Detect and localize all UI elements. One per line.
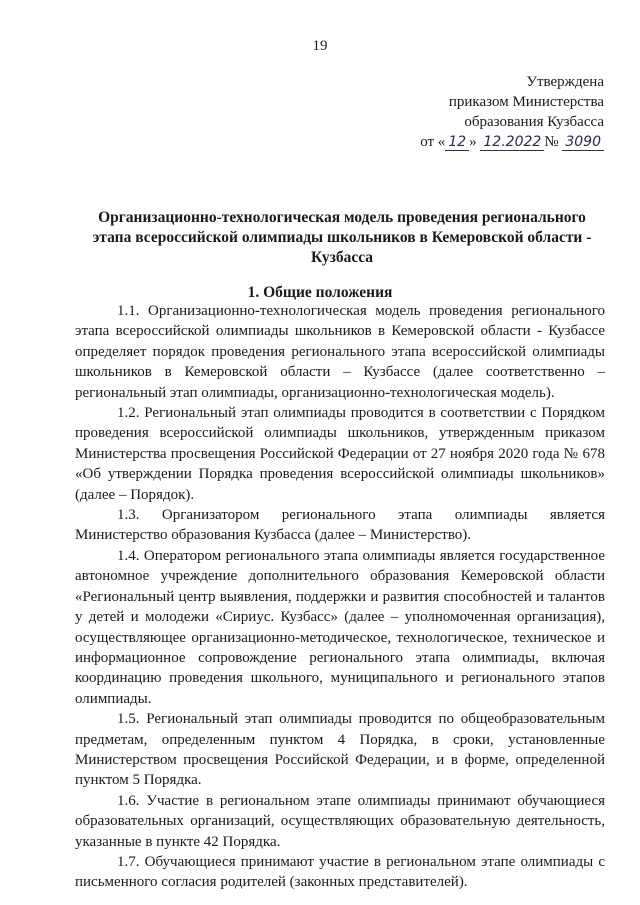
paragraph-1-4: 1.4. Оператором регионального этапа олимпиады является государственное автономное учреждение дополнительного образования Кемеровской области «Региональный центр выявления, поддержки и развития способностей и талантов у детей и молодежи «Сириус. Кузбасс» (далее – уполномоченная организация), осуществляющее организационно-методическое, технологическое, техническое и информационное сопровождение регионального этапа олимпиады, включая координацию проведения школьного, муниципального и регионального этапов олимпиады. — [75, 547, 605, 707]
approval-line-1: Утверждена — [526, 74, 604, 90]
approval-date-line — [420, 132, 604, 152]
paragraph-1-3: 1.3. Организатором регионального этапа олимпиады является Министерство образования Кузбасса (далее – Министерство). — [75, 507, 605, 544]
approval-line-2: приказом Министерства — [448, 94, 604, 110]
paragraph-1-5: 1.5. Региональный этап олимпиады проводится по общеобразовательным предметам, определенным пунктом 4 Порядка, в сроки, установленные Министерством просвещения Российской Федерации, и в форме, определенной пунктом 5 Порядка. — [75, 711, 605, 789]
number-prefix: № — [544, 134, 559, 150]
approval-line-3: образования Кузбасса — [464, 114, 604, 130]
date-mid: » — [469, 134, 477, 150]
page-number: 19 — [312, 38, 328, 54]
handwritten-day: 12 — [445, 134, 469, 151]
paragraph-1-2: 1.2. Региональный этап олимпиады проводится в соответствии с Порядком проведения всероссийской олимпиады школьников, утвержденным приказом Министерства просвещения Российской Федерации от 27 ноября 2020 года № 678 «Об утверждении Порядка проведения всероссийской олимпиады школьников» (далее – Порядок). — [75, 405, 605, 503]
paragraph-1-7: 1.7. Обучающиеся принимают участие в региональном этапе олимпиады с письменного согласия родителей (законных представителей). — [75, 853, 605, 891]
paragraph-1-1: 1.1. Организационно-технологическая модель проведения регионального этапа всероссийской олимпиады школьников в Кемеровской области - Кузбассе определяет порядок проведения регионального этапа всероссийской олимпиады школьников в Кемеровской области – Кузбассе (далее соответственно – региональный этап олимпиады, организационно-технологическая модель). — [75, 303, 605, 401]
date-prefix: от « — [420, 134, 446, 150]
document-title: Организационно-технологическая модель проведения регионального этапа всероссийской олимпиады школьников в Кемеровской области - Кузбасса — [92, 209, 592, 266]
handwritten-month-year: 12.2022 — [480, 134, 544, 151]
section-body — [75, 301, 605, 893]
approval-stamp — [420, 72, 604, 152]
section-heading: 1. Общие положения — [247, 284, 393, 301]
paragraph-1-6: 1.6. Участие в региональном этапе олимпиады принимают обучающиеся образовательных организаций, осуществляющих образовательную деятельность, указанные в пункте 42 Порядка. — [75, 792, 605, 850]
handwritten-order-number: 3090 — [562, 134, 604, 151]
